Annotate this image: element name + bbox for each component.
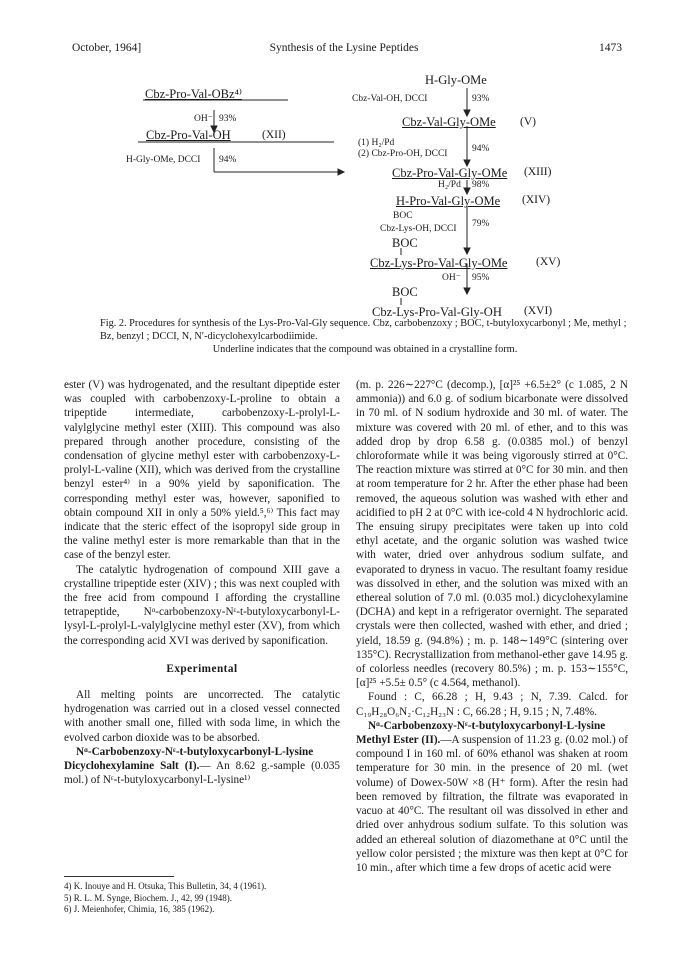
footnotes: [64, 876, 340, 916]
yield-94-right: 94%: [472, 144, 490, 154]
label-xii: (XII): [262, 129, 286, 141]
reagent-h2pd-2: H₂/Pd: [438, 180, 461, 190]
section-heading-experimental: Experimental: [166, 662, 238, 675]
paragraph-text: —A suspension of 11.23 g. (0.02 mol.) of compound I in 160 ml. of 60% ethanol was shaken at room temperature for 30 min. in the presence of 20 ml. (wet volume) of Dowex-50W ×8 (H⁺ form). After the resin had been removed by filtration, the filtrate was evaporated in vacuo at 40°C. The resultant oil was dissolved in ether and dried over anhydrous sodium sulfate. To this solution was added an ethereal solution of diazomethane at 0°C until the yellow color persisted ; the mixture was then kept at 0°C for 10 min., after which time a few drops of acetic acid were: [356, 734, 628, 874]
yield-95: 95%: [472, 273, 490, 283]
reagent-boc: BOC: [393, 211, 413, 221]
compound-cbz-pro-val-obz: Cbz-Pro-Val-OBz⁴⁾: [145, 87, 242, 101]
figure-caption-note: Underline indicates that the compound was obtained in a crystalline form.: [212, 344, 518, 355]
reagent-cbz-pro-oh-dcci: (2) Cbz-Pro-OH, DCCI: [358, 149, 448, 159]
yield-94-left: 94%: [219, 155, 237, 165]
running-header-title: Synthesis of the Lysine Peptides: [269, 42, 419, 54]
reagent-oh-right: OH⁻: [442, 273, 461, 283]
paragraph: [64, 745, 340, 788]
label-xv: (XV): [536, 256, 561, 268]
yield-93-left: 93%: [219, 114, 237, 124]
compound-heading-ii: Nᵅ-Carbobenzoxy-Nᵋ-t-butyloxycarbonyl-L-lysine Methyl Ester (II).: [356, 719, 606, 747]
compound-heading-i: Nᵅ-Carbobenzoxy-Nᵋ-t-butyloxycarbonyl-L-lysine Dicyclohexylamine Salt (I).: [64, 745, 314, 773]
label-xvi: (XVI): [524, 305, 553, 317]
boc-group-xvi: BOC: [392, 285, 418, 299]
compound-h-pro-val-gly-ome: H-Pro-Val-Gly-OMe: [396, 194, 501, 208]
running-header-date: October, 1964]: [72, 42, 142, 54]
yield-98: 98%: [472, 180, 490, 190]
page-number: 1473: [599, 42, 622, 54]
figure-caption-text: Fig. 2. Procedures for synthesis of the Lys-Pro-Val-Gly sequence. Cbz, carbobenzoxy ; BOC, t-butyloxycarbonyl ; Me, methyl ; Bz, benzyl ; DCCI, N, N′-dicyclohexylcarbodiimide.: [100, 318, 627, 342]
compound-cbz-lys-pro-val-gly-ome: Cbz-Lys-Pro-Val-Gly-OMe: [370, 256, 508, 270]
left-column: [64, 378, 340, 787]
compound-cbz-val-gly-ome: Cbz-Val-Gly-OMe: [402, 115, 496, 129]
figure-caption: [100, 317, 630, 356]
reagent-cbz-lys-oh-dcci: Cbz-Lys-OH, DCCI: [380, 224, 457, 234]
paragraph: All melting points are uncorrected. The catalytic hydrogenation was carried out in a closed vessel connected with another small one, filled with soda lime, in which the evolved carbon dioxide was to be absorbed.: [64, 689, 340, 744]
scheme-arrows: [0, 62, 688, 312]
compound-h-gly-ome: H-Gly-OMe: [425, 73, 487, 87]
yield-79: 79%: [472, 219, 490, 229]
reagent-oh-left: OH⁻: [194, 114, 213, 124]
compound-cbz-pro-val-oh: Cbz-Pro-Val-OH: [146, 128, 231, 142]
paragraph: Found : C, 66.28 ; H, 9.43 ; N, 7.39. Calcd. for C₁₉H₂₈O₆N₂·C₁₂H₂₃N : C, 66.28 ; H, 9.15 ; N, 7.48%.: [356, 691, 628, 718]
label-xiii: (XIII): [524, 166, 552, 178]
paragraph: (m. p. 226∼227°C (decomp.), [α]²⁵ +6.5±2° (c 1.085, 2 N ammonia)) and 6.0 g. of sodium bicarbonate were dissolved in 70 ml. of N sodium hydroxide and 30 ml. of water. The mixture was covered with 20 ml. of ether, and to this was added drop by drop 6.58 g. (0.0385 mol.) of benzyl chloroformate while it was being vigorously stirred at 0°C. The reaction mixture was stirred at 0°C for 30 min. and then at room temperature for 2 hr. After the ether phase had been removed, the aqueous solution was washed with ether and acidified to pH 2 at 0°C with ice-cold 4 N hydrochloric acid. The ensuing sirupy precipitates were taken up into cold ethyl acetate, and the organic solution was washed twice with water, dried over anhydrous sodium sulfate, and evaporated to dryness in vacuo. The resultant foamy residue was dissolved in ether, and the solution was mixed with an ethereal solution of 7.0 ml. (0.035 mol.) dicyclohexylamine (DCHA) and kept in a refrigerator overnight. The separated crystals were then collected, washed with ether, and dried ; yield, 18.59 g. (94.8%) ; m. p. 148∼149°C (sintering over 135°C). Recrystallization from methanol-ether gave 14.95 g. of colorless needles (recovery 80.5%) ; m. p. 153∼155°C, [α]²⁵ +5.5± 0.5° (c 4.564, methanol).: [356, 379, 628, 690]
paragraph-text: — An 8.62 g.-sample (0.035 mol.) of Nᵋ-t-butyloxycarbonyl-L-lysine¹⁾: [64, 760, 341, 787]
compound-cbz-pro-val-gly-ome: Cbz-Pro-Val-Gly-OMe: [392, 166, 508, 180]
footnote-divider: [64, 876, 174, 877]
footnote: 4) K. Inouye and H. Otsuka, This Bulletin, 34, 4 (1961).: [64, 881, 267, 891]
footnote: 6) J. Meienhofer, Chimia, 16, 385 (1962).: [64, 904, 215, 914]
reagent-cbz-val-oh-dcci: Cbz-Val-OH, DCCI: [352, 94, 428, 104]
right-column: [356, 378, 628, 875]
synthesis-scheme-figure: [0, 62, 688, 319]
label-xiv: (XIV): [522, 194, 551, 206]
compound-cbz-lys-pro-val-gly-oh: Cbz-Lys-Pro-Val-Gly-OH: [372, 305, 502, 319]
paragraph: The catalytic hydrogenation of compound XIII gave a crystalline tripeptide ester (XIV) ; this was next coupled with the free acid from compound I affording the crystalline tetrapeptide, Nᵅ-carbobenzoxy-Nᵋ-t-butyloxycarbonyl-L-lysyl-L-prolyl-L-valylglycine methyl ester (XV), from which the corresponding acid XVI was derived by saponification.: [64, 563, 340, 647]
paragraph: [356, 719, 628, 875]
reagent-h-gly-ome-dcci: H-Gly-OMe, DCCI: [126, 155, 201, 165]
footnote: 5) R. L. M. Synge, Biochem. J., 42, 99 (1948).: [64, 892, 232, 903]
yield-93-right: 93%: [472, 94, 490, 104]
paragraph: ester (V) was hydrogenated, and the resultant dipeptide ester was coupled with carbobenzoxy-L-proline to obtain a tripeptide intermediate, carbobenzoxy-L-prolyl-L-valylglycine methyl ester (XIII). This compound was also prepared through another procedure, consisting of the condensation of glycine methyl ester with carbobenzoxy-L-prolyl-L-valine (XII), which was derived from the crystalline benzyl ester⁴⁾ in a 90% yield by saponification. The corresponding methyl ester was, however, saponified to obtain compound XII in only a 50% yield.⁵,⁶⁾ This fact may indicate that the steric effect of the isopropyl side group in the valine methyl ester is more remarkable than that in the case of the benzyl ester.: [64, 379, 340, 562]
boc-group-xv: BOC: [392, 236, 418, 250]
label-v: (V): [520, 116, 536, 128]
reagent-h2pd-1: (1) H₂/Pd: [358, 138, 395, 148]
